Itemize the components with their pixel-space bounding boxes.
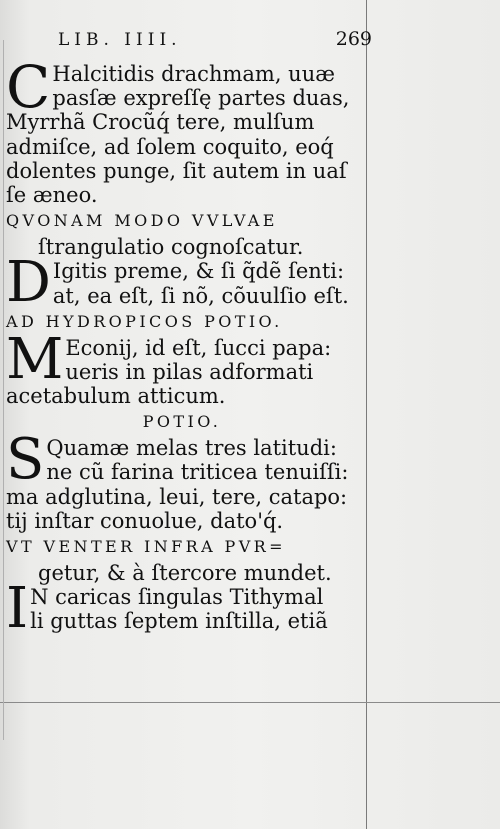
paragraph-chalcitidis [6, 53, 358, 207]
text-line: Quamæ melas tres latitudi: [46, 436, 337, 461]
section-heading-cont: getur, & à ſtercore mundet. [38, 561, 332, 585]
gutter-rule [366, 0, 367, 829]
text-line: N caricas ſingulas Tithymal [30, 585, 324, 610]
bottom-rule [0, 702, 500, 703]
text-line: ueris in pilas adformati [65, 359, 314, 384]
section-heading: QVONAM MODO VVLVAE [6, 211, 278, 231]
text-line: pasſæ expreſſę partes duas, [52, 86, 350, 111]
text-line: Halcitidis drachmam, uuæ [52, 62, 335, 86]
text-line: admiſce, ad ſolem coquito, eoq́ [6, 134, 334, 159]
text-line: li guttas ſeptem inſtilla, etiã [30, 609, 328, 634]
text-line: Igitis preme, & ſi q̃dẽ ſenti: [52, 259, 345, 284]
page-number: 269 [335, 28, 372, 50]
text-line: Econij, id eſt, ſucci papa: [65, 335, 332, 360]
drop-cap: M [6, 326, 64, 392]
drop-cap: D [6, 250, 51, 316]
section-heading: POTIO. [142, 412, 222, 432]
drop-cap: S [6, 427, 45, 493]
running-header [58, 28, 372, 50]
running-title: LIB. IIII. [58, 30, 182, 50]
text-line: ma adglutina, leui, tere, catapo: [6, 484, 348, 509]
paragraph-in-caricas [6, 576, 358, 642]
text-line: acetabulum atticum. [6, 384, 226, 409]
section-heading-cont: ſtrangulatio cognoſcatur. [38, 235, 304, 260]
drop-cap: I [6, 576, 29, 642]
text-line: at, ea eſt, ſi nõ, cõuulſio eſt. [52, 283, 349, 308]
section-heading: AD HYDROPICOS POTIO. [6, 311, 283, 331]
text-line: dolentes punge, ſit autem in uaſ [6, 158, 347, 183]
text-line: tij inſtar conuolue, dato'q́. [6, 508, 284, 533]
section-heading: VT VENTER INFRA PVR= [6, 537, 286, 556]
paragraph-meconij [6, 326, 358, 409]
paragraph-squamae [6, 427, 358, 533]
body-text [6, 53, 358, 642]
left-rule [3, 40, 4, 740]
text-line: Myrrhã Crocũq́ tere, mulſum [6, 110, 315, 135]
paragraph-digitis [6, 250, 358, 316]
text-line: ſe æneo. [6, 182, 98, 207]
text-line: ne cũ farina triticea tenuiſſi: [46, 460, 349, 485]
drop-cap: C [6, 53, 51, 121]
